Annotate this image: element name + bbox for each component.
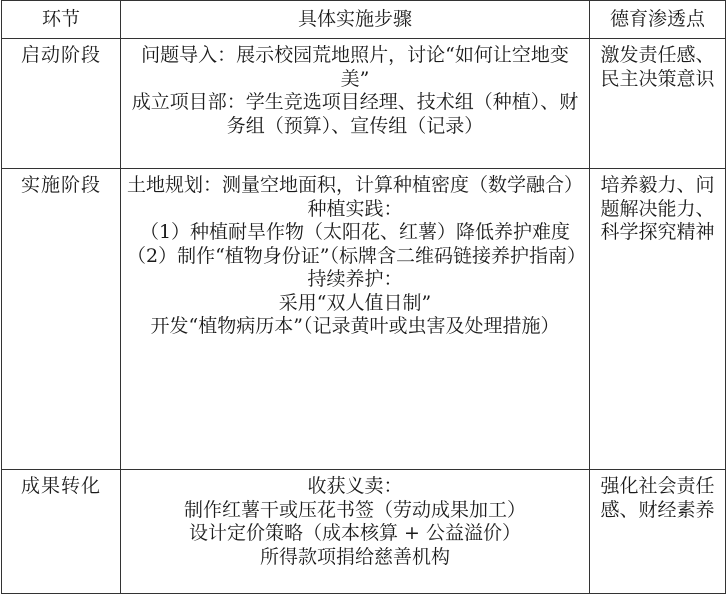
stage-cell: 实施阶段	[2, 169, 121, 470]
steps-cell	[121, 470, 590, 594]
step-line: 收获义卖：	[307, 475, 403, 497]
steps-cell	[121, 169, 590, 470]
step-line: 所得款项捐给慈善机构	[259, 545, 450, 568]
step-line: 种植实践：	[307, 197, 403, 220]
step-line: 采用“双人值日制”	[278, 291, 432, 314]
moral-cell: 强化社会责任感、财经素养	[590, 470, 726, 594]
table-row	[2, 39, 726, 169]
step-line: 制作红薯干或压花书签（劳动成果加工）	[183, 498, 526, 521]
step-line: （1）种植耐旱作物（太阳花、红薯）降低养护难度	[139, 221, 571, 243]
step-line: 问题导入：展示校园荒地照片，讨论“如何让空地变美”	[141, 44, 569, 90]
activity-table	[1, 0, 726, 594]
stage-cell: 启动阶段	[2, 39, 121, 169]
step-line: 成立项目部：学生竞选项目经理、技术组（种植）、财务组（预算）、宣传组（记录）	[131, 91, 579, 137]
header-steps: 具体实施步骤	[121, 1, 590, 39]
header-moral: 德育渗透点	[590, 1, 726, 39]
step-line: 土地规划：测量空地面积，计算种植密度（数学融合）	[127, 174, 584, 196]
moral-cell: 培养毅力、问题解决能力、科学探究精神	[590, 169, 726, 470]
steps-cell	[121, 39, 590, 169]
step-line: （2）制作“植物身份证”（标牌含二维码链接养护指南）	[127, 244, 587, 267]
header-row	[2, 1, 726, 39]
table-row	[2, 470, 726, 594]
stage-cell: 成果转化	[2, 470, 121, 594]
step-line: 持续养护：	[307, 268, 403, 290]
header-stage: 环节	[2, 1, 121, 39]
step-line: 开发“植物病历本”（记录黄叶或虫害及处理措施）	[150, 315, 560, 337]
moral-cell: 激发责任感、民主决策意识	[590, 39, 726, 169]
step-line: 设计定价策略（成本核算 + 公益溢价）	[189, 522, 521, 544]
table-row	[2, 169, 726, 470]
